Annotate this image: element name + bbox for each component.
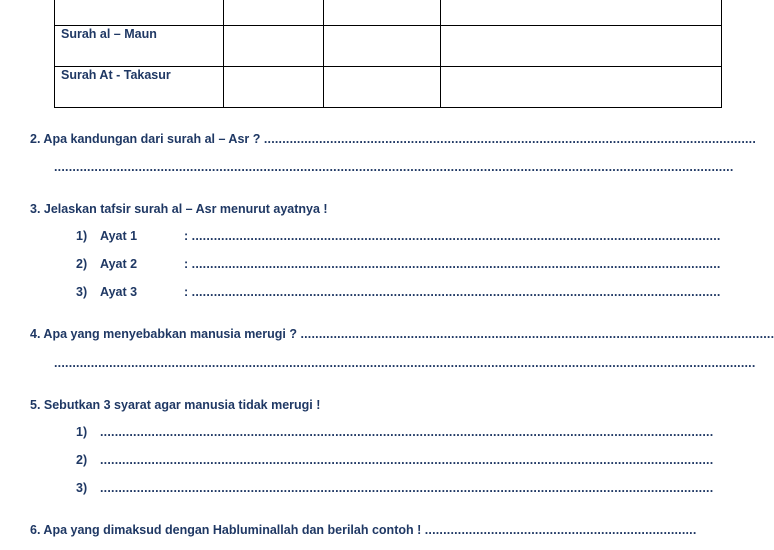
answer-row xyxy=(184,229,721,243)
answer-line[interactable]: ................................................................................................................................................ xyxy=(191,257,721,271)
question-4 xyxy=(30,327,774,341)
table-cell-name xyxy=(55,0,224,26)
item-label: Ayat 3 xyxy=(100,285,138,299)
colon: : xyxy=(184,285,189,299)
answer-line[interactable]: ................................................................................................................................................ xyxy=(191,285,721,299)
question-2 xyxy=(30,132,757,146)
item-label: Ayat 1 xyxy=(100,229,138,243)
question-text: 6. Apa yang dimaksud dengan Habluminallah dan berilah contoh ! xyxy=(30,523,425,537)
table-cell-name: Surah al – Maun xyxy=(55,26,224,67)
question-text: 2. Apa kandungan dari surah al – Asr ? xyxy=(30,132,264,146)
table-cell xyxy=(441,67,722,108)
table-cell xyxy=(324,67,441,108)
answer-line[interactable]: ....................................................................................................................................................................... xyxy=(100,481,714,495)
question-text: 4. Apa yang menyebabkan manusia merugi ? xyxy=(30,327,301,341)
item-number: 2) xyxy=(76,257,88,271)
question-3: 3. Jelaskan tafsir surah al – Asr menurut ayatnya ! xyxy=(30,202,328,216)
answer-line[interactable]: .......................................................................... xyxy=(424,523,697,537)
item-number: 3) xyxy=(76,285,88,299)
table-cell xyxy=(441,26,722,67)
colon: : xyxy=(184,257,189,271)
table-row xyxy=(55,26,722,67)
table-cell xyxy=(324,26,441,67)
question-5: 5. Sebutkan 3 syarat agar manusia tidak merugi ! xyxy=(30,398,321,412)
table-row xyxy=(55,0,722,26)
answer-line[interactable]: ...................................................................................................................................... xyxy=(263,132,757,146)
table-cell-name: Surah At - Takasur xyxy=(55,67,224,108)
table-cell xyxy=(224,0,324,26)
answer-line[interactable]: ....................................................................................................................................................................... xyxy=(100,453,714,467)
table-cell xyxy=(224,26,324,67)
table-cell xyxy=(224,67,324,108)
answer-line[interactable]: ................................................................................................................................. xyxy=(300,327,774,341)
table-cell xyxy=(324,0,441,26)
answer-line[interactable]: ................................................................................................................................................ xyxy=(191,229,721,243)
surah-table xyxy=(54,0,722,108)
answer-line[interactable]: ............................................................................................................................................................................................... xyxy=(54,356,756,370)
answer-row xyxy=(184,257,721,271)
item-number: 3) xyxy=(76,481,88,495)
item-number: 2) xyxy=(76,453,88,467)
table-row xyxy=(55,67,722,108)
answer-row xyxy=(184,285,721,299)
table-cell xyxy=(441,0,722,26)
answer-line[interactable]: ......................................................................................................................................................................................... xyxy=(54,160,734,174)
item-label: Ayat 2 xyxy=(100,257,138,271)
answer-line[interactable]: ....................................................................................................................................................................... xyxy=(100,425,714,439)
question-6 xyxy=(30,523,710,537)
colon: : xyxy=(184,229,189,243)
item-number: 1) xyxy=(76,229,88,243)
item-number: 1) xyxy=(76,425,88,439)
